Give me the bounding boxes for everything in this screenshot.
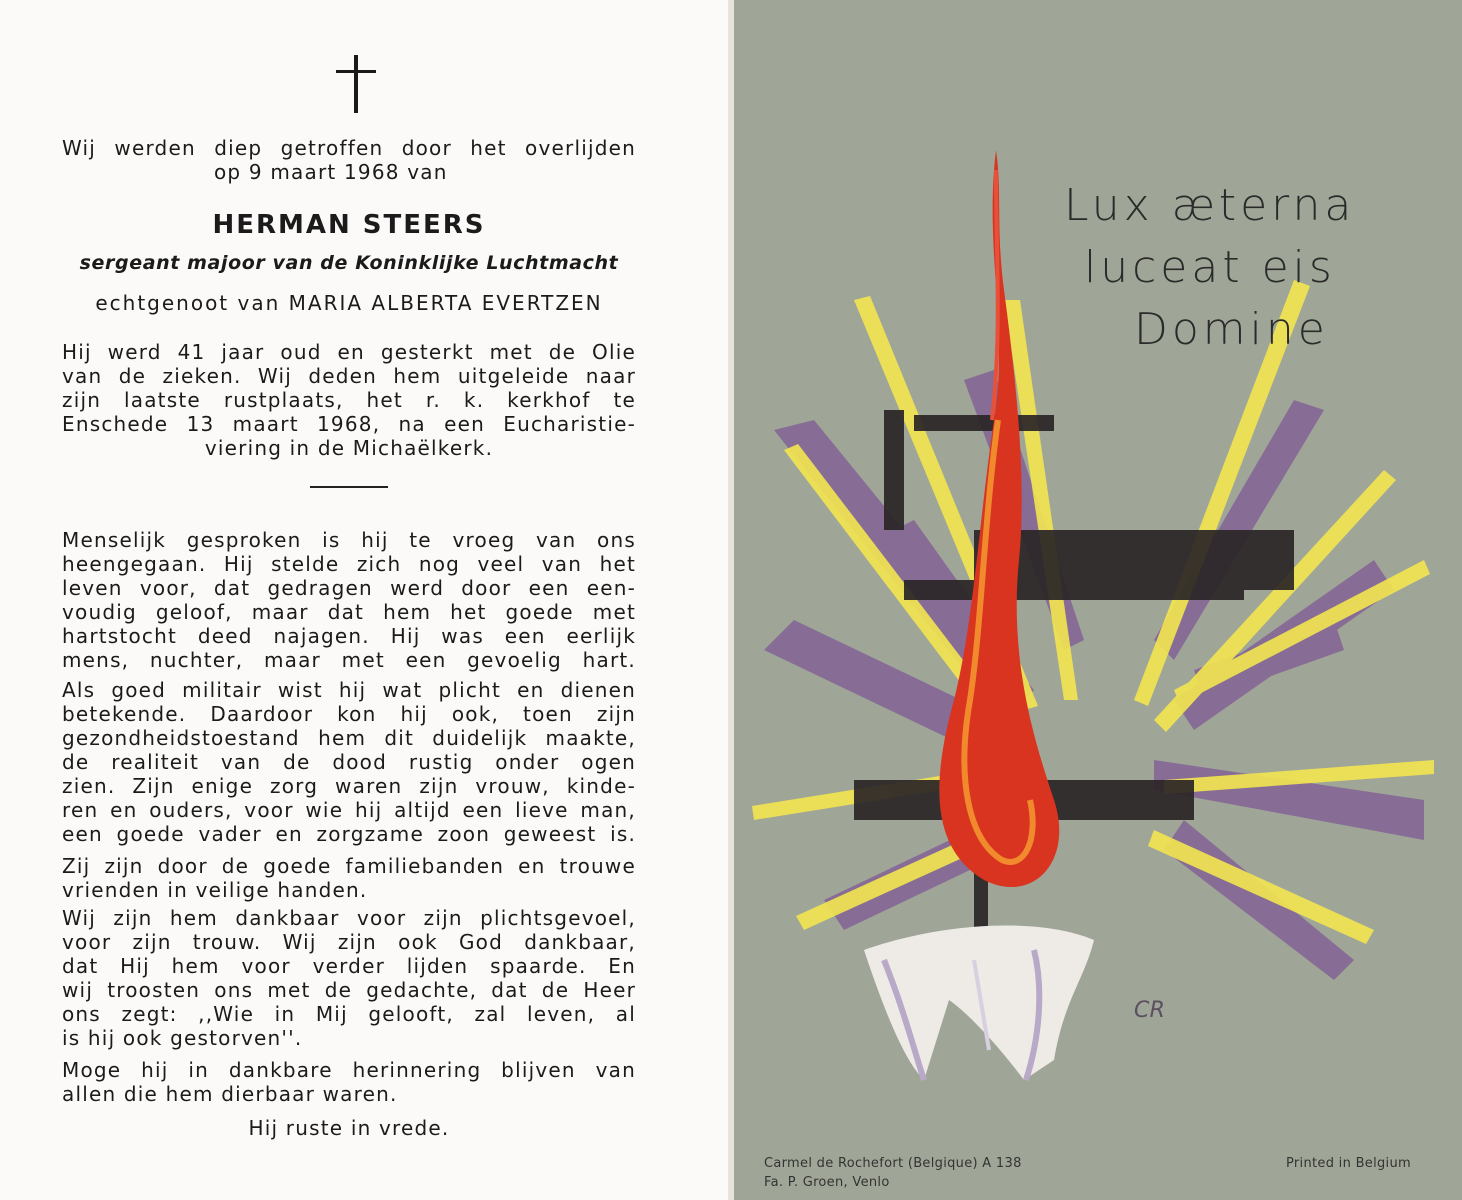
cross-icon: [336, 55, 376, 113]
latin-line-1: Lux æterna: [1064, 180, 1356, 231]
text-line: Menselijk gesproken is hij te vroeg van ons: [62, 528, 636, 552]
text-line: een goede vader en zorgzame zoon geweest is.: [62, 822, 636, 846]
text-line: zien. Zijn enige zorg waren zijn vrouw, kinde-: [62, 774, 636, 798]
paragraph-2: [62, 678, 636, 846]
text-line: Hij werd 41 jaar oud en gesterkt met de Olie: [62, 340, 636, 364]
text-line: betekende. Daardoor kon hij ook, toen zijn: [62, 702, 636, 726]
text-line: Zij zijn door de goede familiebanden en trouwe: [62, 854, 636, 878]
printed-in: Printed in Belgium: [1286, 1156, 1411, 1171]
artist-signature: CR: [1134, 998, 1166, 1023]
text-line: is hij ook gestorven''.: [62, 1026, 303, 1050]
text-line: van de zieken. Wij deden hem uitgeleide naar: [62, 364, 636, 388]
latin-line-2: luceat eis: [1084, 242, 1336, 293]
text-page: [0, 0, 728, 1200]
text-line: zijn laatste rustplaats, het r. k. kerkhof te: [62, 388, 636, 412]
text-line: mens, nuchter, maar met een gevoelig hart.: [62, 648, 636, 672]
text-line: leven voor, dat gedragen werd door een een-: [62, 576, 636, 600]
text-line: viering in de Michaëlkerk.: [204, 436, 494, 460]
bio-block: [62, 340, 636, 460]
text-line: gezondheidstoestand hem dit duidelijk maakte,: [62, 726, 636, 750]
text-line: ren en ouders, voor wie hij altijd een lieve man,: [62, 798, 636, 822]
text-line: dat Hij hem voor verder lijden spaarde. En: [62, 954, 636, 978]
text-line: heengegaan. Hij stelde zich nog veel van het: [62, 552, 636, 576]
closing-line: Hij ruste in vrede.: [248, 1116, 450, 1140]
text-line: Als goed militair wist hij wat plicht en dienen: [62, 678, 636, 702]
text-line: voor zijn trouw. Wij zijn ook God dankbaar,: [62, 930, 636, 954]
text-line: hartstocht deed najagen. Hij was een eerlijk: [62, 624, 636, 648]
divider: [310, 486, 388, 488]
picture-page: [734, 0, 1462, 1200]
paragraph-5: [62, 1058, 636, 1106]
paragraph-3: [62, 854, 636, 902]
latin-line-3: Domine: [1134, 304, 1329, 355]
paragraph-1: [62, 528, 636, 672]
text-line: Moge hij in dankbare herinnering blijven van: [62, 1058, 636, 1082]
intro-line: Wij werden diep getroffen door het overlijden: [62, 136, 636, 160]
publisher-line-1: Carmel de Rochefort (Belgique) A 138: [764, 1156, 1022, 1171]
text-line: voudig geloof, maar dat hem het goede met: [62, 600, 636, 624]
intro-block: [62, 136, 636, 184]
text-line: ons zegt: ,,Wie in Mij gelooft, zal leven, al: [62, 1002, 636, 1026]
paragraph-4: [62, 906, 636, 1050]
publisher-line-2: Fa. P. Groen, Venlo: [764, 1175, 890, 1190]
text-line: de realiteit van de dood rustig onder ogen: [62, 750, 636, 774]
text-line: wij troosten ons met de gedachte, dat de Heer: [62, 978, 636, 1002]
deceased-name: HERMAN STEERS: [212, 210, 486, 240]
text-line: Wij zijn hem dankbaar voor zijn plichtsgevoel,: [62, 906, 636, 930]
intro-line: op 9 maart 1968 van: [214, 160, 448, 184]
spouse-line: echtgenoot van MARIA ALBERTA EVERTZEN: [95, 291, 603, 315]
rank-title: sergeant majoor van de Koninklijke Luchtmacht: [79, 252, 619, 274]
text-line: Enschede 13 maart 1968, na een Eucharistie-: [62, 412, 636, 436]
text-line: allen die hem dierbaar waren.: [62, 1082, 398, 1106]
text-line: vrienden in veilige handen.: [62, 878, 368, 902]
